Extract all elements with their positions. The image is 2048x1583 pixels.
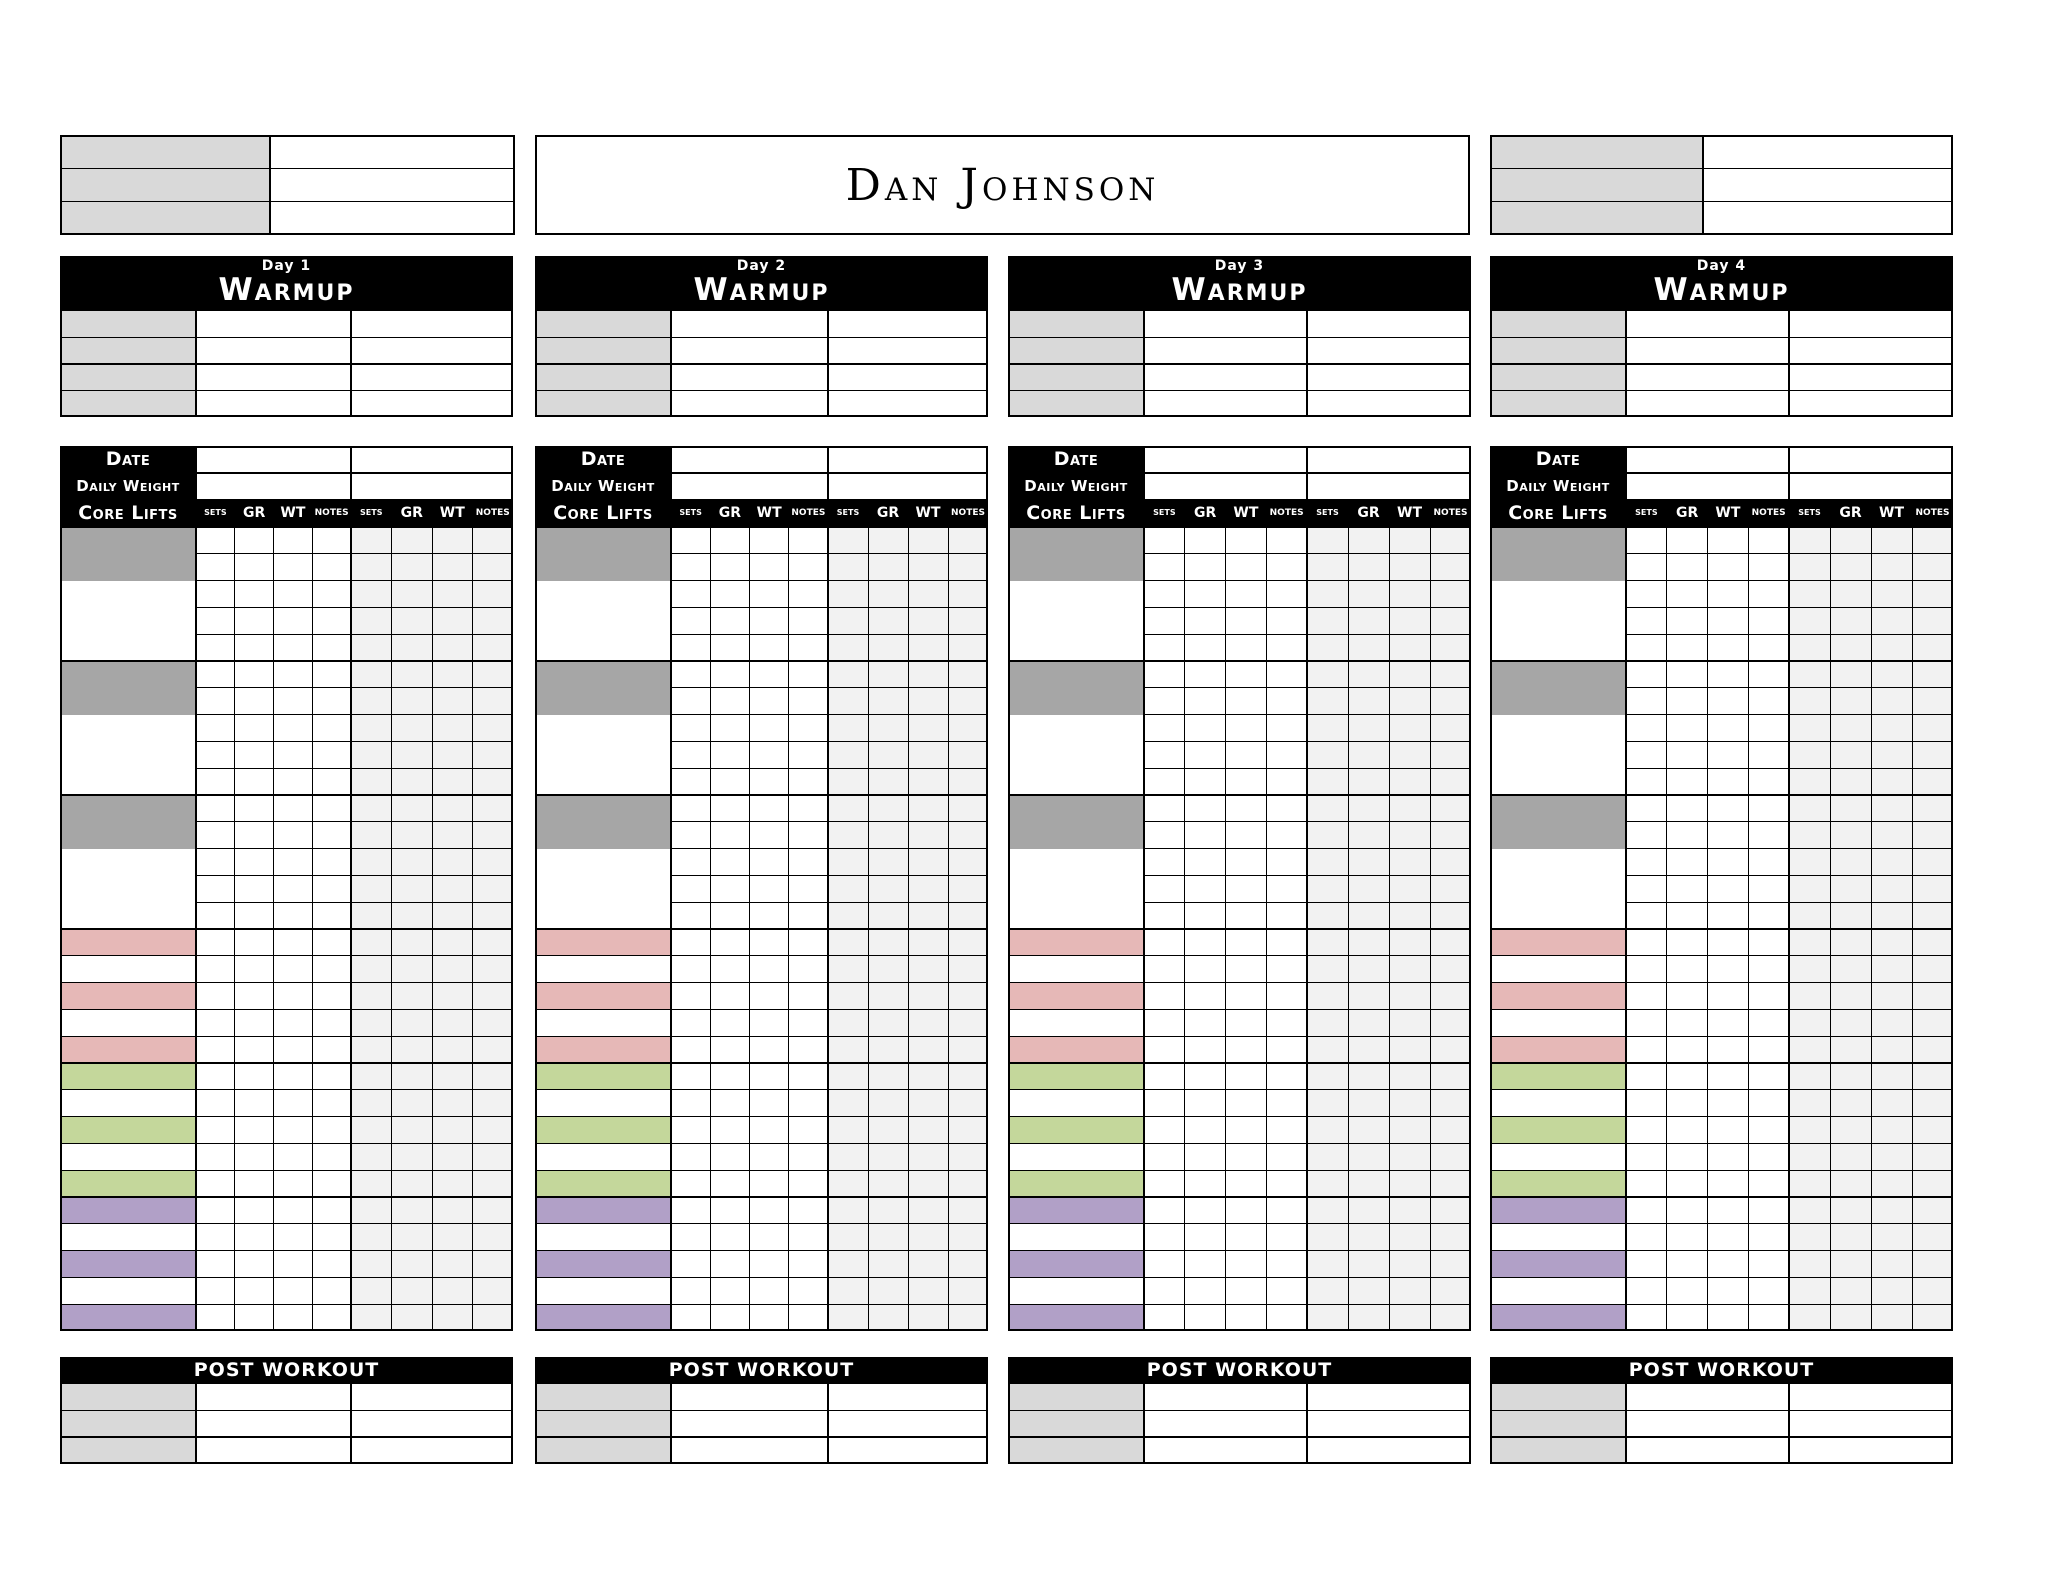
day-4-col-wt-label: WT: [1715, 505, 1741, 521]
day-4-warmup-title: Warmup: [1653, 272, 1790, 308]
info-right-frame: [1490, 135, 1953, 235]
day-1-col-sets-label: SETS: [204, 508, 227, 517]
day-2-post-frame: [535, 1357, 988, 1464]
day-3-col-sets-label: SETS: [1316, 508, 1339, 517]
day-2-col-sets-label: SETS: [679, 508, 702, 517]
day-3-core-lifts-label: Core Lifts: [1026, 502, 1126, 524]
day-4-log-frame: [1490, 446, 1953, 1331]
day-4-col-notes-label: NOTES: [1915, 508, 1950, 518]
day-1-col-gr-label: GR: [242, 505, 266, 521]
day-2-col-notes-label: NOTES: [951, 508, 985, 518]
day-4-warmup-frame: [1490, 256, 1953, 417]
day-1-warmup-frame: [60, 256, 513, 417]
day-3-col-gr-label: GR: [1357, 505, 1380, 521]
day-2-daily-weight-label: Daily Weight: [551, 477, 655, 495]
day-2-col-notes-label: NOTES: [791, 508, 826, 518]
day-2-col-wt-label: WT: [756, 505, 782, 521]
day-3-log-frame: [1008, 446, 1471, 1331]
day-2-col-sets-label: SETS: [836, 508, 860, 517]
day-3-col-gr-label: GR: [1193, 505, 1217, 521]
day-1-warmup-title: Warmup: [218, 272, 355, 308]
day-4-col-wt-label: WT: [1879, 505, 1904, 521]
day-1-col-gr-label: GR: [400, 505, 423, 521]
day-3-col-notes-label: NOTES: [1269, 508, 1304, 518]
day-1-label: Day 1: [261, 258, 312, 274]
day-3-post-workout-title: POST WORKOUT: [1146, 1359, 1333, 1381]
day-2-warmup-title: Warmup: [693, 272, 830, 308]
day-4-date-label: Date: [1535, 448, 1581, 470]
day-1-col-notes-label: NOTES: [475, 508, 510, 518]
day-2-post-workout-title: POST WORKOUT: [668, 1359, 855, 1381]
day-1-date-label: Date: [105, 448, 151, 470]
day-4-col-gr-label: GR: [1675, 505, 1699, 521]
day-1-col-wt-label: WT: [280, 505, 306, 521]
day-2-date-label: Date: [580, 448, 626, 470]
day-4-label: Day 4: [1696, 258, 1747, 274]
day-4-post-frame: [1490, 1357, 1953, 1464]
day-3-col-sets-label: SETS: [1153, 508, 1176, 517]
day-4-col-sets-label: SETS: [1635, 508, 1658, 517]
day-4-core-lifts-label: Core Lifts: [1508, 502, 1608, 524]
day-1-log-frame: [60, 446, 513, 1331]
day-3-col-wt-label: WT: [1233, 505, 1259, 521]
day-2-warmup-frame: [535, 256, 988, 417]
day-2-core-lifts-label: Core Lifts: [553, 502, 653, 524]
day-2-col-gr-label: GR: [718, 505, 742, 521]
day-4-col-notes-label: NOTES: [1751, 508, 1786, 518]
day-3-col-notes-label: NOTES: [1433, 508, 1468, 518]
day-1-col-sets-label: SETS: [360, 508, 383, 517]
day-4-col-sets-label: SETS: [1798, 508, 1821, 517]
day-4-post-workout-title: POST WORKOUT: [1628, 1359, 1815, 1381]
day-2-col-gr-label: GR: [876, 505, 900, 521]
day-1-col-notes-label: NOTES: [314, 508, 349, 518]
day-3-warmup-frame: [1008, 256, 1471, 417]
day-1-post-frame: [60, 1357, 513, 1464]
day-4-daily-weight-label: Daily Weight: [1506, 477, 1610, 495]
day-3-post-frame: [1008, 1357, 1471, 1464]
day-1-daily-weight-label: Daily Weight: [76, 477, 180, 495]
day-3-date-label: Date: [1053, 448, 1099, 470]
day-3-label: Day 3: [1214, 258, 1265, 274]
info-left-frame: [60, 135, 515, 235]
day-2-label: Day 2: [736, 258, 787, 274]
day-2-col-wt-label: WT: [915, 505, 941, 521]
day-3-daily-weight-label: Daily Weight: [1024, 477, 1128, 495]
day-1-post-workout-title: POST WORKOUT: [193, 1359, 380, 1381]
title-box: [535, 135, 1470, 235]
athlete-name: Dan Johnson: [845, 159, 1160, 211]
day-2-log-frame: [535, 446, 988, 1331]
day-3-warmup-title: Warmup: [1171, 272, 1308, 308]
day-1-core-lifts-label: Core Lifts: [78, 502, 178, 524]
day-3-col-wt-label: WT: [1397, 505, 1422, 521]
day-1-col-wt-label: WT: [439, 505, 465, 521]
day-4-col-gr-label: GR: [1839, 505, 1862, 521]
